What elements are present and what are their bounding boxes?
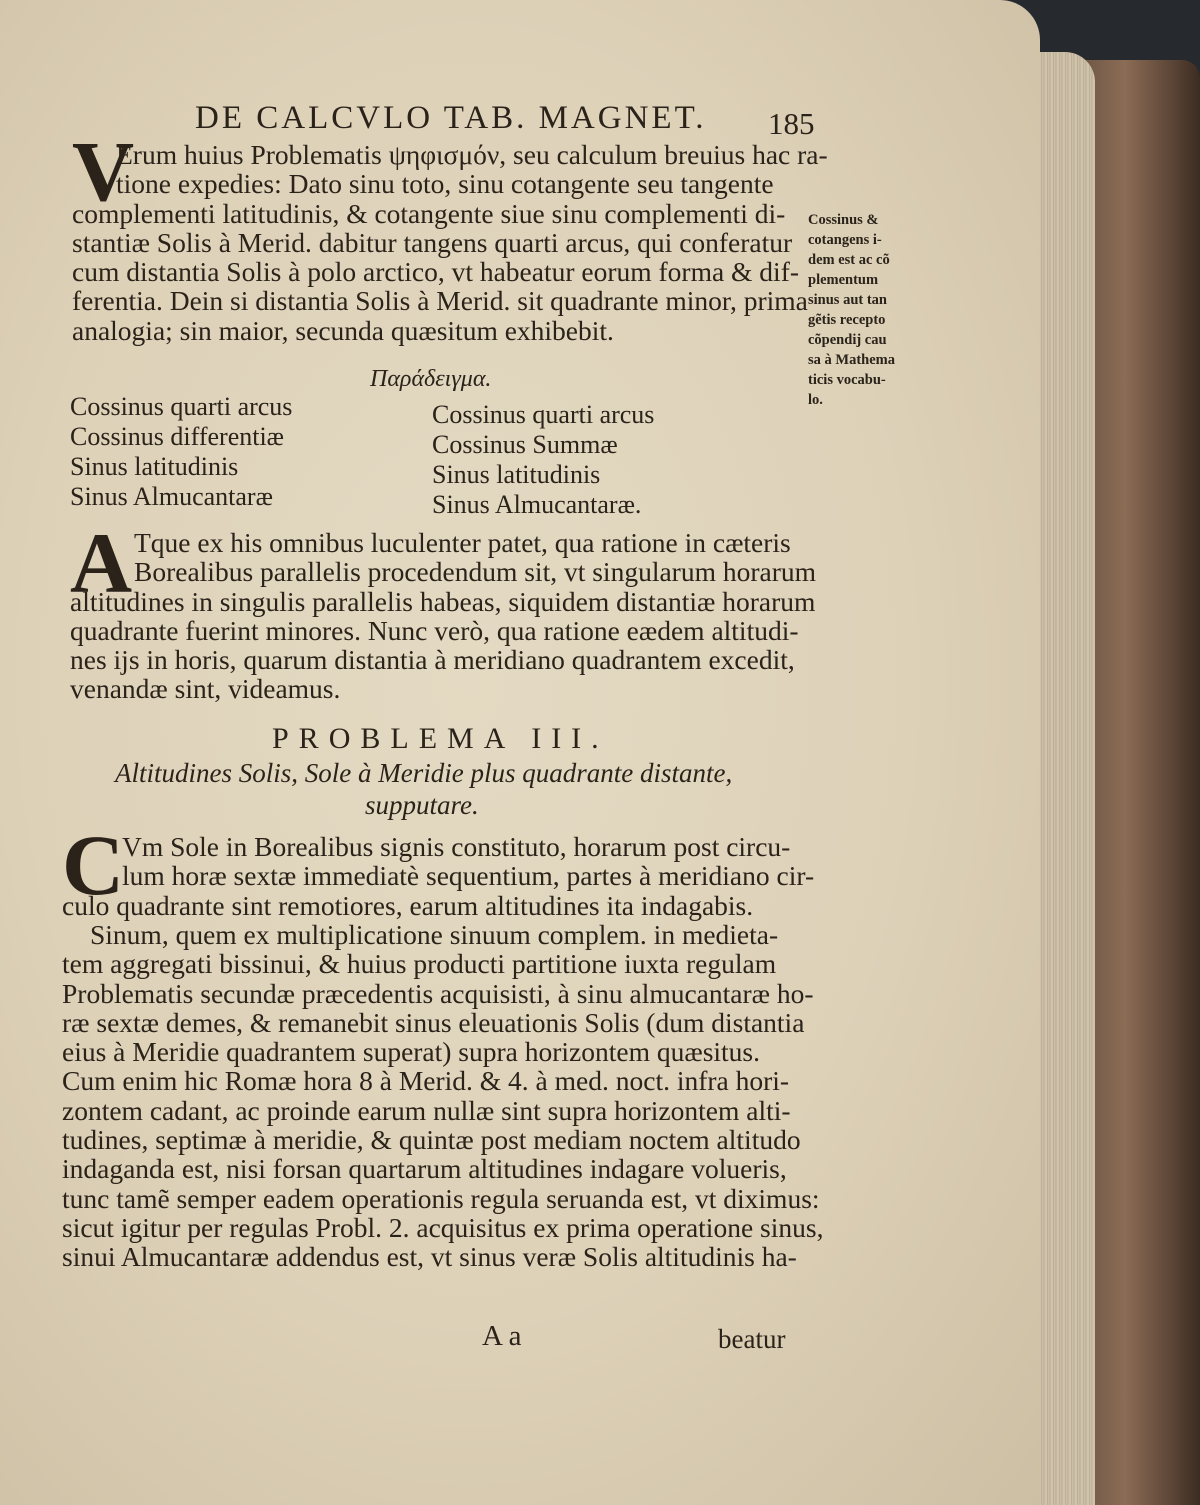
margin-note xyxy=(808,210,895,410)
example-row: Sinus Almucantaræ. xyxy=(432,490,642,519)
text-line: zontem cadant, ac proinde earum nullæ sint supra horizontem alti- xyxy=(62,1094,791,1126)
margin-line: cõpendij cau xyxy=(808,332,887,348)
signature-mark: A a xyxy=(482,1320,522,1352)
text-line: stantiæ Solis à Merid. dabitur tangens quarti arcus, qui conferatur xyxy=(72,226,793,258)
text-line: venandæ sint, videamus. xyxy=(70,673,341,705)
example-right-column xyxy=(432,400,654,520)
text-line: Tque ex his omnibus luculenter patet, qua ratione in cæteris xyxy=(134,527,791,558)
paragraph-3 xyxy=(62,831,815,921)
text-line: cum distantia Solis à polo arctico, vt habeatur eorum forma & dif- xyxy=(72,256,800,288)
paragraph-2 xyxy=(70,527,816,705)
text-line: indaganda est, nisi forsan quartarum altitudines indagare volueris, xyxy=(62,1153,787,1185)
text-line: Borealibus parallelis procedendum sit, vt singularum horarum xyxy=(134,556,816,588)
example-row: Cossinus quarti arcus xyxy=(70,392,293,421)
margin-line: cotangens i- xyxy=(808,232,882,248)
text-line: Sinum, quem ex multiplicatione sinuum complem. in medieta- xyxy=(90,919,779,950)
text-line: Cum enim hic Romæ hora 8 à Merid. & 4. à med. noct. infra hori- xyxy=(62,1065,790,1097)
problem-subtitle-line-1: Altitudines Solis, Sole à Meridie plus quadrante distante, xyxy=(115,758,733,788)
catchword: beatur xyxy=(718,1324,786,1354)
example-row: Sinus Almucantaræ xyxy=(70,482,273,511)
drop-cap-a: A xyxy=(70,515,133,611)
margin-line: gẽtis recepto xyxy=(808,312,886,328)
paragraph-1 xyxy=(72,139,828,346)
text-line: altitudines in singulis parallelis habeas, siquidem distantiæ horarum xyxy=(70,585,816,617)
text-line: ferentia. Dein si distantia Solis à Merid. sit quadrante minor, prima xyxy=(72,285,808,317)
example-row: Sinus latitudinis xyxy=(432,460,601,489)
running-title: DE CALCVLO TAB. MAGNET. xyxy=(195,100,707,136)
margin-line: plementum xyxy=(808,272,879,288)
page-number: 185 xyxy=(768,106,815,141)
example-heading: Παράδειγμα. xyxy=(370,366,492,392)
margin-line: sa à Mathema xyxy=(808,352,895,368)
text-line: Vm Sole in Borealibus signis constituto, horarum post circu- xyxy=(122,831,791,862)
margin-line: ticis vocabu- xyxy=(808,372,886,388)
text-line: Problematis secundæ præcedentis acquisisti, à sinu almucantaræ ho- xyxy=(62,977,814,1009)
text-line: tunc tamẽ semper eadem operationis regula seruanda est, vt diximus: xyxy=(62,1182,820,1214)
text-line: quadrante fuerint minores. Nunc verò, qua ratione eædem altitudi- xyxy=(70,614,799,646)
example-row: Cossinus Summæ xyxy=(432,430,618,459)
problem-title: PROBLEMA III. xyxy=(272,722,609,755)
example-row: Sinus latitudinis xyxy=(70,452,239,481)
margin-line: sinus aut tan xyxy=(808,292,887,308)
text-line: sicut igitur per regulas Probl. 2. acquisitus ex prima operatione sinus, xyxy=(62,1211,824,1243)
text-line: eius à Meridie quadrantem superat) supra horizontem quæsitus. xyxy=(62,1036,761,1068)
text-line: tem aggregati bissinui, & huius producti partitione iuxta regulam xyxy=(62,948,777,980)
drop-cap-c: C xyxy=(62,817,125,913)
text-line: tione expedies: Dato sinu toto, sinu cotangente seu tangente xyxy=(116,168,774,200)
example-left-column xyxy=(70,392,292,512)
margin-line: Cossinus & xyxy=(808,212,879,228)
example-row: Cossinus differentiæ xyxy=(70,422,285,451)
text-line: analogia; sin maior, secunda quæsitum exhibebit. xyxy=(72,314,614,346)
margin-line: lo. xyxy=(808,392,823,408)
example-row: Cossinus quarti arcus xyxy=(432,400,655,429)
margin-line: dem est ac cõ xyxy=(808,252,890,268)
text-line: ræ sextæ demes, & remanebit sinus eleuationis Solis (dum distantia xyxy=(62,1006,805,1038)
problem-subtitle-line-2: supputare. xyxy=(365,790,479,820)
paragraph-4 xyxy=(62,919,824,1273)
text-line: lum horæ sextæ immediatè sequentium, partes à meridiano cir- xyxy=(122,860,815,892)
text-line: sinui Almucantaræ addendus est, vt sinus veræ Solis altitudinis ha- xyxy=(62,1241,797,1273)
text-line: tudines, septimæ à meridie, & quintæ post mediam noctem altitudo xyxy=(62,1124,801,1156)
text-line: nes ijs in horis, quarum distantia à meridiano quadrantem excedit, xyxy=(70,644,795,676)
text-line: complementi latitudinis, & cotangente siue sinu complementi di- xyxy=(72,197,786,229)
drop-cap-v: V xyxy=(72,123,135,219)
text-line: Erum huius Problematis ψηφισμόν, seu calculum breuius hac ra- xyxy=(116,139,828,170)
text-line: culo quadrante sint remotiores, earum altitudines ita indagabis. xyxy=(62,889,754,921)
